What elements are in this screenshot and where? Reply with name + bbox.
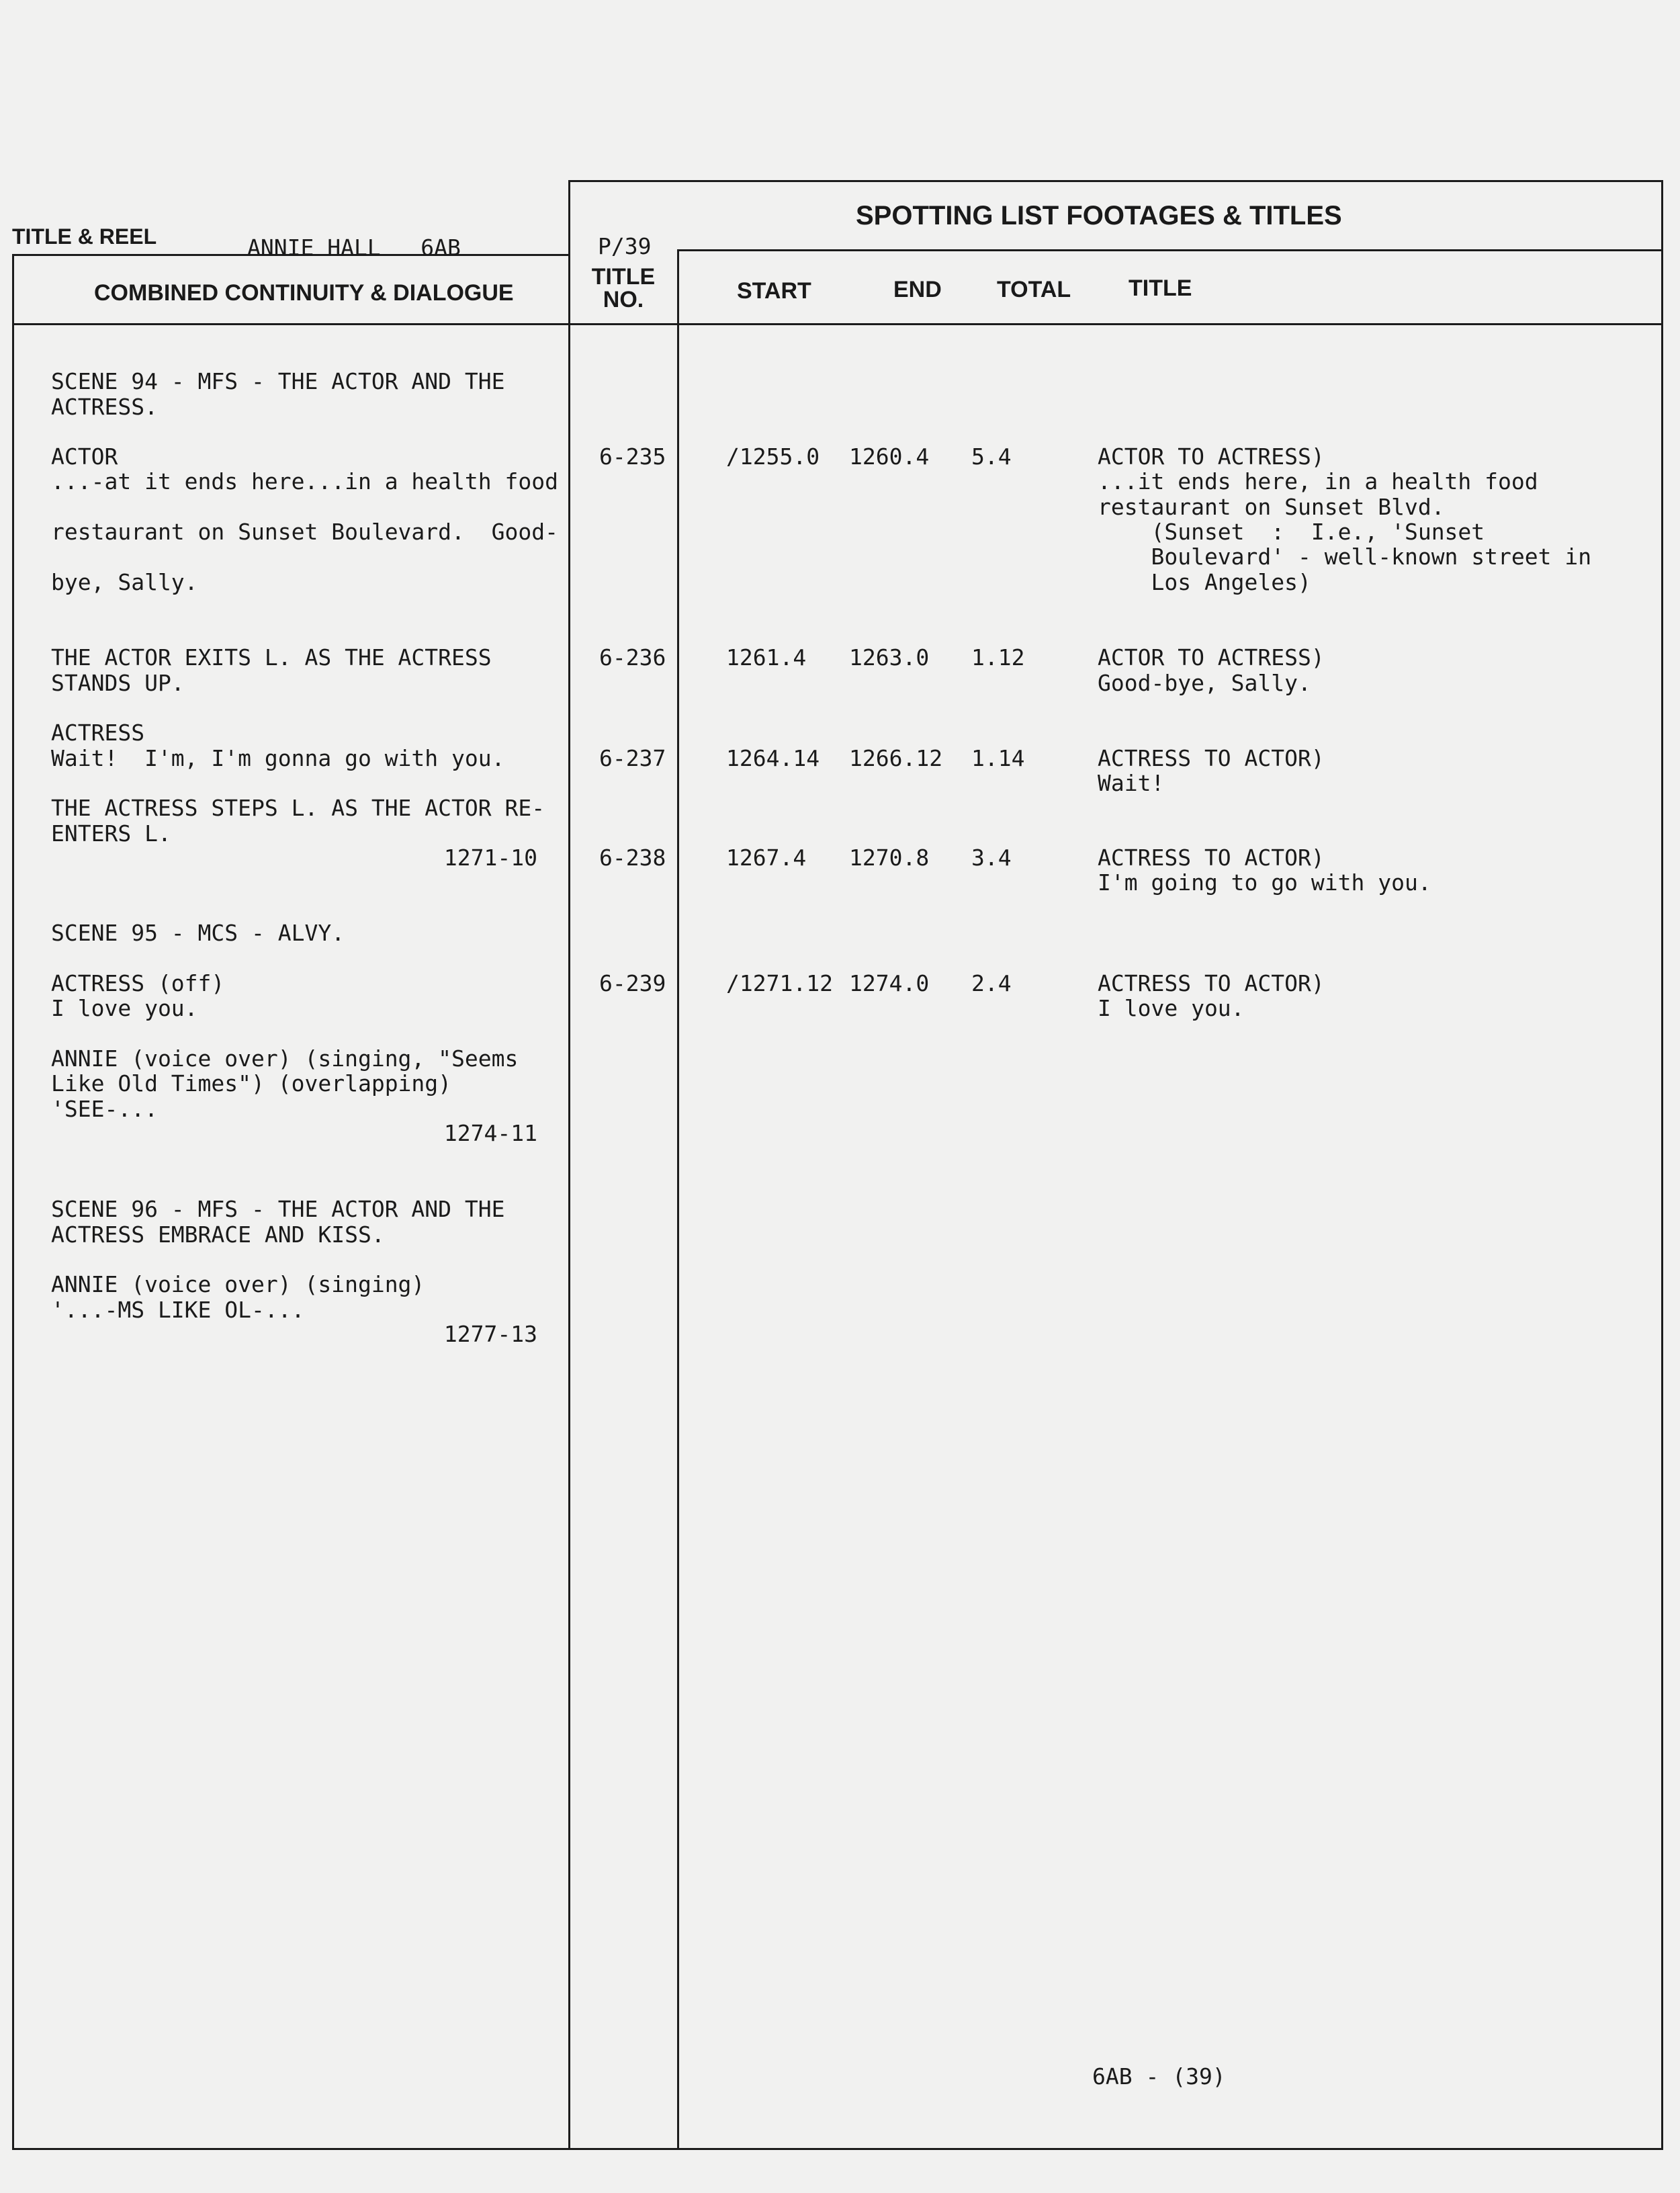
title-end: 1263.0 [849,644,930,671]
continuity-footage: 1271-10 [443,845,537,871]
header-row-bottom-line [12,323,1663,325]
frame-right-line [1661,180,1663,2149]
col-header-end: END [893,277,942,302]
title-total: 2.4 [971,970,1012,996]
title-text-line: ACTRESS TO ACTOR) [1098,970,1325,996]
title-end: 1266.12 [849,745,943,771]
col-header-title: TITLE [1129,275,1192,301]
title-total: 1.14 [971,745,1025,771]
title-text-line: ACTOR TO ACTRESS) [1098,644,1325,671]
title-text-line: Wait! [1098,770,1165,796]
continuity-line: ACTOR [51,443,118,470]
frame-divider-line [568,180,570,2149]
title-number: 6-237 [599,745,666,771]
col-header-title-no-line1: TITLE [591,264,656,290]
title-start: 1267.4 [726,845,807,871]
title-reel-label: TITLE & REEL [12,224,157,249]
col-header-title-no [570,265,677,311]
left-border-line [12,254,14,2149]
col-header-continuity: COMBINED CONTINUITY & DIALOGUE [94,280,514,306]
continuity-line: ...-at it ends here...in a health food [51,468,558,494]
continuity-line: ACTRESS (off) [51,970,225,996]
title-text-line: ACTRESS TO ACTOR) [1098,845,1325,871]
continuity-line: '...-MS LIKE OL-... [51,1297,305,1323]
title-text-line: Boulevard' - well-known street in [1098,544,1592,570]
title-text-line: ...it ends here, in a health food [1098,468,1538,494]
continuity-line: SCENE 95 - MCS - ALVY. [51,920,345,946]
title-end: 1274.0 [849,970,930,996]
title-total: 5.4 [971,443,1012,470]
continuity-line: ENTERS L. [51,820,171,847]
continuity-line: ANNIE (voice over) (singing, "Seems [51,1045,519,1072]
title-total: 1.12 [971,644,1025,671]
continuity-line: restaurant on Sunset Boulevard. Good- [51,519,558,545]
page-footer: 6AB - (39) [1092,2063,1226,2090]
frame-bottom-line [12,2148,1663,2150]
title-total: 3.4 [971,845,1012,871]
title-text-line: I love you. [1098,995,1245,1021]
col-header-title-no-line2: NO. [603,287,644,312]
title-text-line: restaurant on Sunset Blvd. [1098,494,1445,520]
col-header-total: TOTAL [997,277,1071,302]
continuity-footage: 1277-13 [443,1321,537,1347]
title-number: 6-235 [599,443,666,470]
title-end: 1270.8 [849,845,930,871]
continuity-line: Like Old Times") (overlapping) [51,1070,452,1096]
title-end: 1260.4 [849,443,930,470]
title-start: 1261.4 [726,644,807,671]
continuity-line: STANDS UP. [51,670,185,696]
title-reel-value: ANNIE HALL 6AB [247,234,461,261]
title-no-divider-line [677,249,679,2149]
spotting-list-title: SPOTTING LIST FOOTAGES & TITLES [856,201,1342,230]
title-text-line: Los Angeles) [1098,569,1311,595]
continuity-line: SCENE 96 - MFS - THE ACTOR AND THE [51,1196,505,1222]
title-text-line: Good-bye, Sally. [1098,670,1311,696]
title-text-line: ACTRESS TO ACTOR) [1098,745,1325,771]
page-ref: P/39 [598,233,652,259]
title-start: /1255.0 [726,443,820,470]
continuity-line: 'SEE-... [51,1096,158,1122]
continuity-line: Wait! I'm, I'm gonna go with you. [51,745,505,771]
header-row-top-line-right [677,249,1663,251]
title-number: 6-239 [599,970,666,996]
continuity-line: ANNIE (voice over) (singing) [51,1271,425,1297]
continuity-line: I love you. [51,995,198,1021]
title-start: 1264.14 [726,745,820,771]
continuity-line: ACTRESS EMBRACE AND KISS. [51,1221,385,1248]
title-text-line: ACTOR TO ACTRESS) [1098,443,1325,470]
continuity-line: THE ACTOR EXITS L. AS THE ACTRESS [51,644,492,671]
title-number: 6-236 [599,644,666,671]
title-start: /1271.12 [726,970,833,996]
continuity-line: bye, Sally. [51,569,198,595]
title-number: 6-238 [599,845,666,871]
continuity-line: SCENE 94 - MFS - THE ACTOR AND THE [51,368,505,394]
title-text-line: (Sunset : I.e., 'Sunset [1098,519,1485,545]
continuity-line: ACTRESS [51,720,145,746]
continuity-line: ACTRESS. [51,394,158,420]
title-text-line: I'm going to go with you. [1098,869,1431,896]
continuity-line: THE ACTRESS STEPS L. AS THE ACTOR RE- [51,795,545,821]
continuity-footage: 1274-11 [443,1120,537,1146]
frame-top-line [570,180,1663,182]
col-header-start: START [737,278,811,304]
